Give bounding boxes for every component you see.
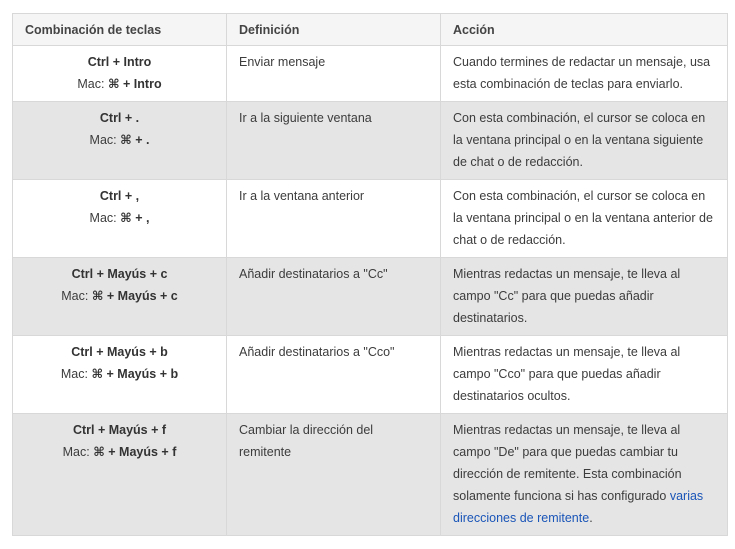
mac-label: Mac: — [62, 445, 90, 459]
pc-shortcut: Ctrl + . — [99, 111, 140, 125]
shortcut-cell — [13, 180, 227, 258]
mac-shortcut: ⌘ + Intro — [107, 77, 162, 91]
table-row — [13, 414, 728, 536]
action-cell: Mientras redactas un mensaje, te lleva al campo "Cco" para que puedas añadir destinatarios ocultos. — [441, 336, 728, 414]
definition-cell: Cambiar la dirección del remitente — [227, 414, 441, 536]
action-cell — [441, 414, 728, 536]
pc-shortcut: Ctrl + Mayús + c — [71, 267, 168, 281]
mac-label: Mac: — [89, 133, 117, 147]
table-row — [13, 46, 728, 102]
definition-cell: Ir a la ventana anterior — [227, 180, 441, 258]
pc-shortcut: Ctrl + Mayús + f — [72, 423, 167, 437]
table-row — [13, 258, 728, 336]
header-combination: Combinación de teclas — [13, 14, 227, 46]
mac-label: Mac: — [60, 367, 88, 381]
pc-shortcut: Ctrl + Intro — [87, 55, 152, 69]
action-cell: Cuando termines de redactar un mensaje, usa esta combinación de teclas para enviarlo. — [441, 46, 728, 102]
keyboard-shortcuts-table — [12, 13, 728, 536]
action-suffix: . — [589, 511, 593, 525]
shortcut-cell — [13, 414, 227, 536]
mac-shortcut: ⌘ + Mayús + c — [91, 289, 178, 303]
table-row — [13, 102, 728, 180]
shortcut-cell — [13, 336, 227, 414]
pc-shortcut: Ctrl + , — [99, 189, 140, 203]
action-text: Mientras redactas un mensaje, te lleva al campo "De" para que puedas cambiar tu dirección de remitente. Esta combinación solamente funciona si has configurado — [453, 423, 682, 503]
header-definition: Definición — [227, 14, 441, 46]
mac-shortcut: ⌘ + Mayús + f — [93, 445, 177, 459]
header-action: Acción — [441, 14, 728, 46]
action-cell: Mientras redactas un mensaje, te lleva al campo "Cc" para que puedas añadir destinatarios. — [441, 258, 728, 336]
table-row — [13, 180, 728, 258]
mac-shortcut: ⌘ + Mayús + b — [91, 367, 179, 381]
table-row — [13, 336, 728, 414]
mac-label: Mac: — [77, 77, 105, 91]
mac-shortcut: ⌘ + . — [120, 133, 150, 147]
shortcut-cell — [13, 102, 227, 180]
table-header-row — [13, 14, 728, 46]
shortcuts-table-container — [12, 13, 727, 536]
multiple-sender-addresses-link[interactable]: varias direcciones de remitente — [453, 489, 704, 525]
action-cell: Con esta combinación, el cursor se coloca en la ventana principal o en la ventana siguiente de chat o de redacción. — [441, 102, 728, 180]
shortcut-cell — [13, 258, 227, 336]
definition-cell: Añadir destinatarios a "Cco" — [227, 336, 441, 414]
action-cell: Con esta combinación, el cursor se coloca en la ventana principal o en la ventana anterior de chat o de redacción. — [441, 180, 728, 258]
shortcut-cell — [13, 46, 227, 102]
mac-label: Mac: — [89, 211, 117, 225]
definition-cell: Enviar mensaje — [227, 46, 441, 102]
definition-cell: Ir a la siguiente ventana — [227, 102, 441, 180]
mac-shortcut: ⌘ + , — [120, 211, 150, 225]
definition-cell: Añadir destinatarios a "Cc" — [227, 258, 441, 336]
mac-label: Mac: — [61, 289, 89, 303]
pc-shortcut: Ctrl + Mayús + b — [71, 345, 168, 359]
